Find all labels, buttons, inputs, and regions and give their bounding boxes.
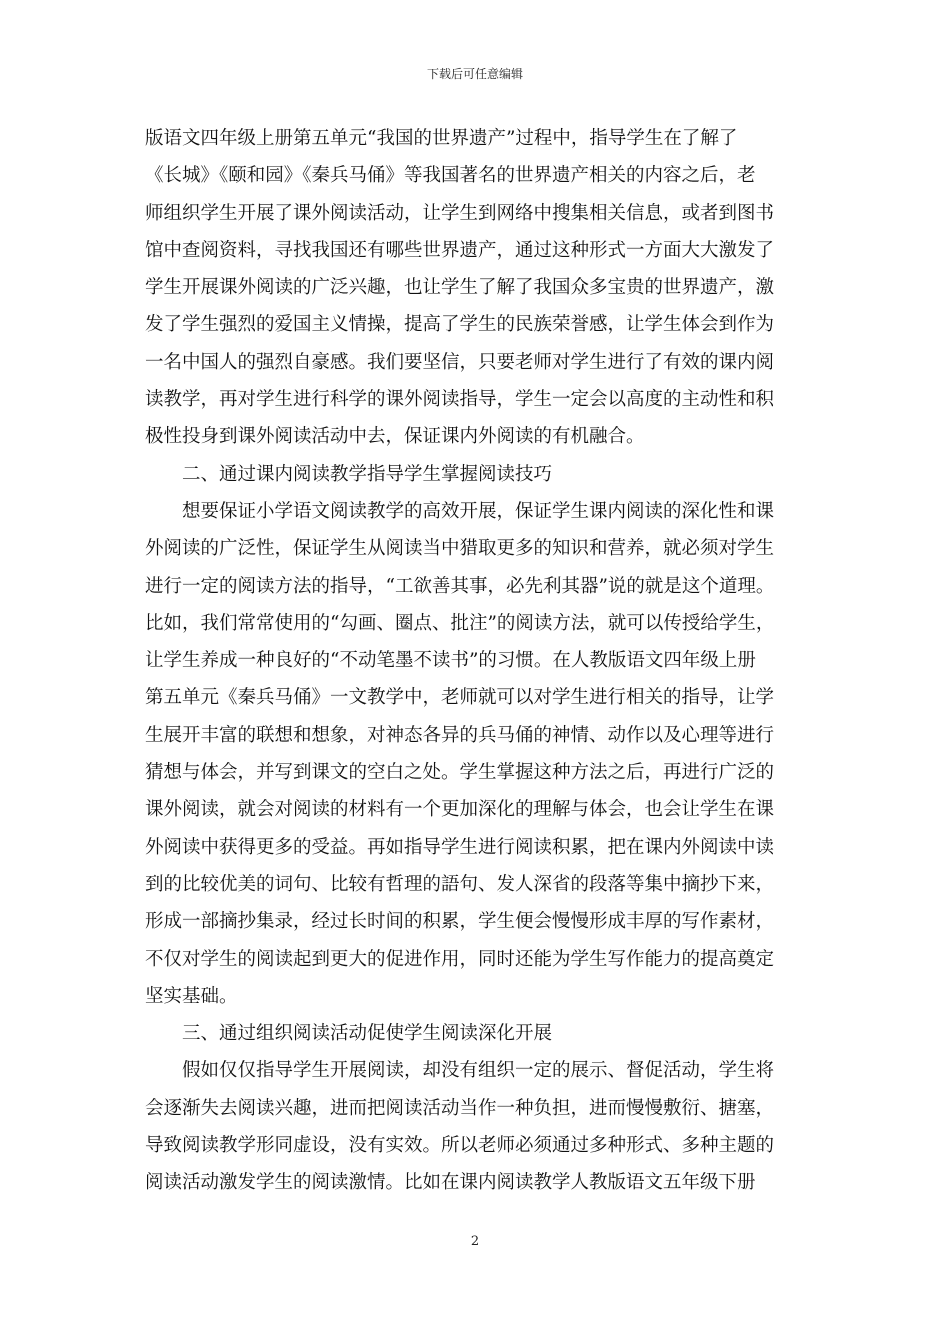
section-heading: 三、通过组织阅读活动促使学生阅读深化开展 xyxy=(182,1023,553,1045)
text-line: 会逐渐失去阅读兴趣，进而把阅读活动当作一种负担，进而慢慢敷衍、搪塞， xyxy=(145,1097,775,1119)
text-line: 猜想与体会，并写到课文的空白之处。学生掌握这种方法之后，再进行广泛的 xyxy=(145,762,775,784)
text-line: 进行一定的阅读方法的指导，“工欲善其事，必先利其器”说的就是这个道理。 xyxy=(145,575,775,597)
text-line: 师组织学生开展了课外阅读活动，让学生到网络中搜集相关信息，或者到图书 xyxy=(145,202,775,224)
text-line: 《长城》《颐和园》《秦兵马俑》等我国著名的世界遗产相关的内容之后，老 xyxy=(145,165,756,187)
text-line: 版语文四年级上册第五单元“我国的世界遗产”过程中，指导学生在了解了 xyxy=(145,128,738,149)
text-line: 外阅读的广泛性，保证学生从阅读当中猎取更多的知识和营养，就必须对学生 xyxy=(145,538,775,560)
text-line: 阅读活动激发学生的阅读激情。比如在课内阅读教学人教版语文五年级下册 xyxy=(145,1172,756,1194)
text-line: 形成一部摘抄集录，经过长时间的积累，学生便会慢慢形成丰厚的写作素材， xyxy=(145,911,775,933)
text-line: 课外阅读，就会对阅读的材料有一个更加深化的理解与体会，也会让学生在课 xyxy=(145,799,775,821)
text-line: 极性投身到课外阅读活动中去，保证课内外阅读的有机融合。 xyxy=(145,426,645,448)
text-line: 生展开丰富的联想和想象，对神态各异的兵马俑的神情、动作以及心理等进行 xyxy=(145,724,775,746)
text-line: 到的比较优美的词句、比较有哲理的語句、发人深省的段落等集中摘抄下来， xyxy=(145,873,775,895)
text-line: 第五单元《秦兵马俑》一文教学中，老师就可以对学生进行相关的指导，让学 xyxy=(145,687,775,709)
page-header: 下载后可任意编辑 xyxy=(426,67,523,81)
text-line: 不仅对学生的阅读起到更大的促进作用，同时还能为学生写作能力的提高奠定 xyxy=(145,948,775,970)
text-line: 导致阅读教学形同虚设，没有实效。所以老师必须通过多种形式、多种主题的 xyxy=(145,1135,775,1157)
text-line: 外阅读中获得更多的受益。再如指导学生进行阅读积累，把在课内外阅读中读 xyxy=(145,836,775,858)
text-line: 比如，我们常常使用的“勾画、圈点、批注”的阅读方法，就可以传授给学生， xyxy=(145,612,775,634)
text-line: 坚实基础。 xyxy=(145,985,238,1007)
text-line: 让学生养成一种良好的“不动笔墨不读书”的习惯。在人教版语文四年级上册 xyxy=(145,650,756,672)
text-line: 发了学生强烈的爱国主义情操，提高了学生的民族荣誉感，让学生体会到作为 xyxy=(145,314,775,336)
text-line: 想要保证小学语文阅读教学的高效开展，保证学生课内阅读的深化性和课 xyxy=(182,500,775,522)
page-number: 2 xyxy=(470,1234,480,1249)
text-line: 假如仅仅指导学生开展阅读，却没有组织一定的展示、督促活动，学生将 xyxy=(182,1060,775,1082)
document-body xyxy=(145,120,805,1202)
text-line: 馆中查阅资料，寻找我国还有哪些世界遗产，通过这种形式一方面大大激发了 xyxy=(145,239,775,261)
section-heading: 二、通过课内阅读教学指导学生掌握阅读技巧 xyxy=(182,463,553,485)
text-line: 学生开展课外阅读的广泛兴趣，也让学生了解了我国众多宝贵的世界遗产，激 xyxy=(145,277,775,299)
text-line: 读教学，再对学生进行科学的课外阅读指导，学生一定会以高度的主动性和积 xyxy=(145,389,775,411)
text-line: 一名中国人的强烈自豪感。我们要坚信，只要老师对学生进行了有效的课内阅 xyxy=(145,351,775,373)
